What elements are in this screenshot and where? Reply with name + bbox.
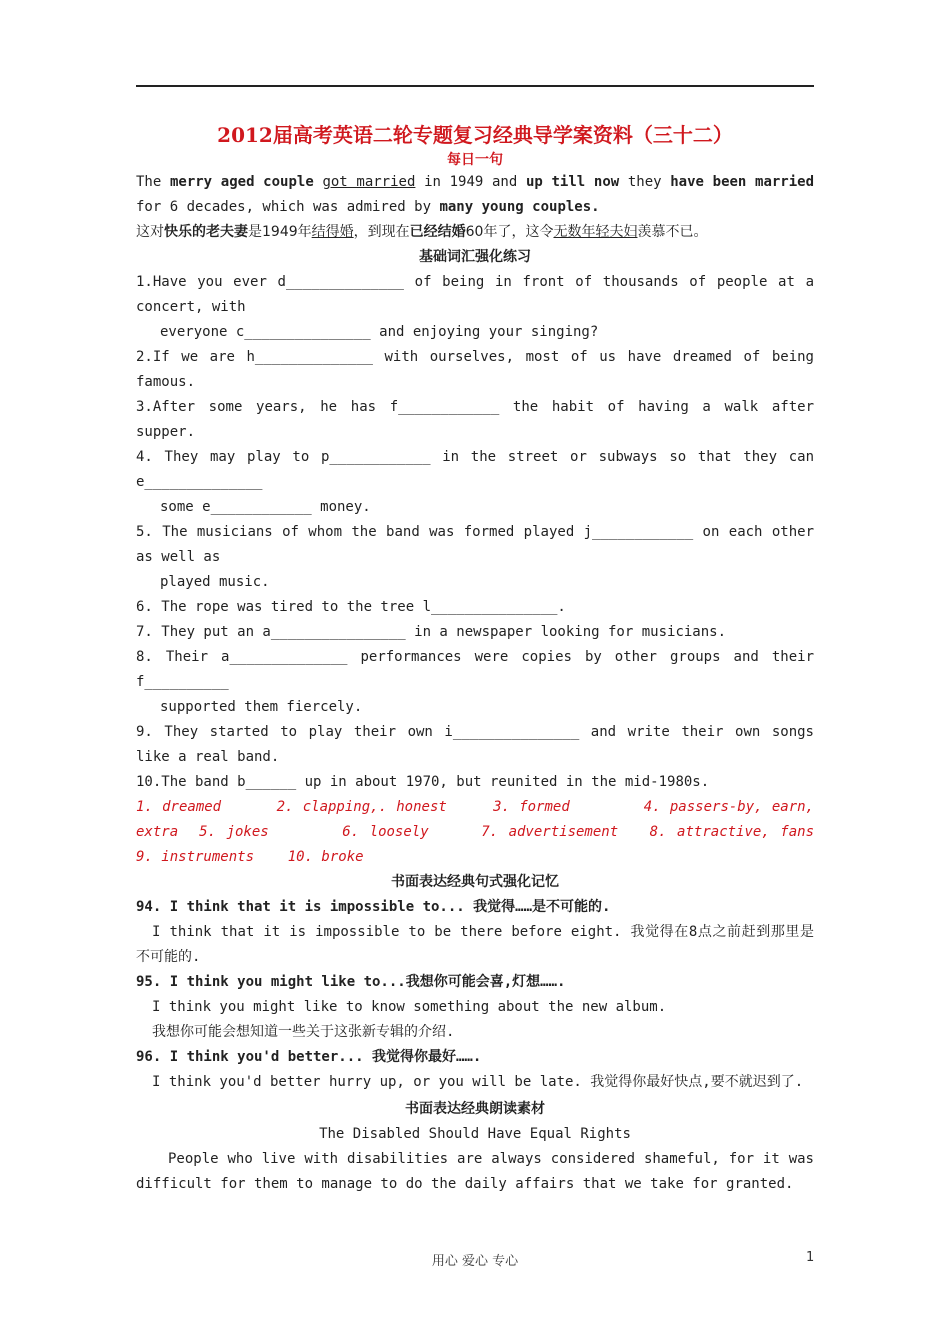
vocab-answers: 1. dreamed 2. clapping,. honest 3. formed 4. passers-by, earn, extra 5. jokes 6. loosely 7. advertisement 8. attractive, fans 9. instruments 10. broke — [136, 799, 848, 865]
expression-96: 96. I think you'd better... 我觉得你最好……. — [136, 1049, 482, 1065]
vocab-question-9: 9. They started to play their own i_______________ and write their own songs like a real band. — [136, 724, 814, 765]
vocab-question-3: 3.After some years, he has f____________ the habit of having a walk after supper. — [136, 399, 814, 440]
header-rule — [136, 85, 814, 87]
document-page — [136, 118, 848, 1197]
daily-sentence-en: The merry aged couple got married in 1949 and up till now they have been married for 6 decades, which was admired by many young couples. — [136, 174, 815, 215]
vocab-question-8: 8. Their a______________ performances were copies by other groups and their f__________ — [136, 649, 814, 690]
expressions-heading: 书面表达经典句式强化记忆 — [391, 874, 559, 890]
expression-94: 94. I think that it is impossible to... 我觉得……是不可能的. — [136, 899, 611, 915]
reading-subtitle: The Disabled Should Have Equal Rights — [319, 1126, 631, 1142]
vocab-question-6: 6. The rope was tired to the tree l_______________. — [136, 599, 566, 615]
vocab-question-10: 10.The band b______ up in about 1970, but reunited in the mid-1980s. — [136, 774, 710, 790]
vocab-question-1-cont: everyone c_______________ and enjoying your singing? — [160, 324, 599, 340]
vocab-question-1: 1.Have you ever d______________ of being in front of thousands of people at a concert, with — [136, 274, 814, 315]
reading-paragraph: People who live with disabilities are always considered shameful, for it was difficult for them to manage to do the daily affairs that we take for granted. — [136, 1151, 814, 1192]
daily-sentence-zh: 这对快乐的老夫妻是1949年结得婚，到现在已经结婚60年了，这令无数年轻夫妇羡慕不已。 — [136, 224, 708, 240]
vocab-question-2: 2.If we are h______________ with ourselves, most of us have dreamed of being famous. — [136, 349, 814, 390]
expression-96-example: I think you'd better hurry up, or you will be late. 我觉得你最好快点,要不就迟到了. — [152, 1074, 804, 1090]
vocab-heading: 基础词汇强化练习 — [419, 249, 531, 265]
vocab-question-4-cont: some e____________ money. — [160, 499, 371, 515]
expression-94-example: I think that it is impossible to be there before eight. 我觉得在8点之前赶到那里是不可能的. — [136, 924, 814, 965]
expression-95-example-zh: 我想你可能会想知道一些关于这张新专辑的介绍. — [152, 1024, 455, 1040]
daily-sentence-heading: 每日一句 — [447, 152, 503, 168]
reading-heading: 书面表达经典朗读素材 — [405, 1101, 545, 1117]
document-title: 2012届高考英语二轮专题复习经典导学案资料（三十二） — [217, 123, 733, 147]
vocab-question-5-cont: played music. — [160, 574, 270, 590]
expression-95-example-en: I think you might like to know something about the new album. — [152, 999, 667, 1015]
vocab-question-4: 4. They may play to p____________ in the street or subways so that they can e______________ — [136, 449, 814, 490]
page-footer: 用心 爱心 专心 — [431, 1254, 519, 1269]
vocab-question-5: 5. The musicians of whom the band was formed played j____________ on each other as well as — [136, 524, 814, 565]
vocab-question-7: 7. They put an a________________ in a newspaper looking for musicians. — [136, 624, 727, 640]
vocab-question-8-cont: supported them fiercely. — [160, 699, 363, 715]
expression-95: 95. I think you might like to...我想你可能会喜,灯想……. — [136, 974, 566, 990]
page-number: 1 — [806, 1250, 815, 1265]
